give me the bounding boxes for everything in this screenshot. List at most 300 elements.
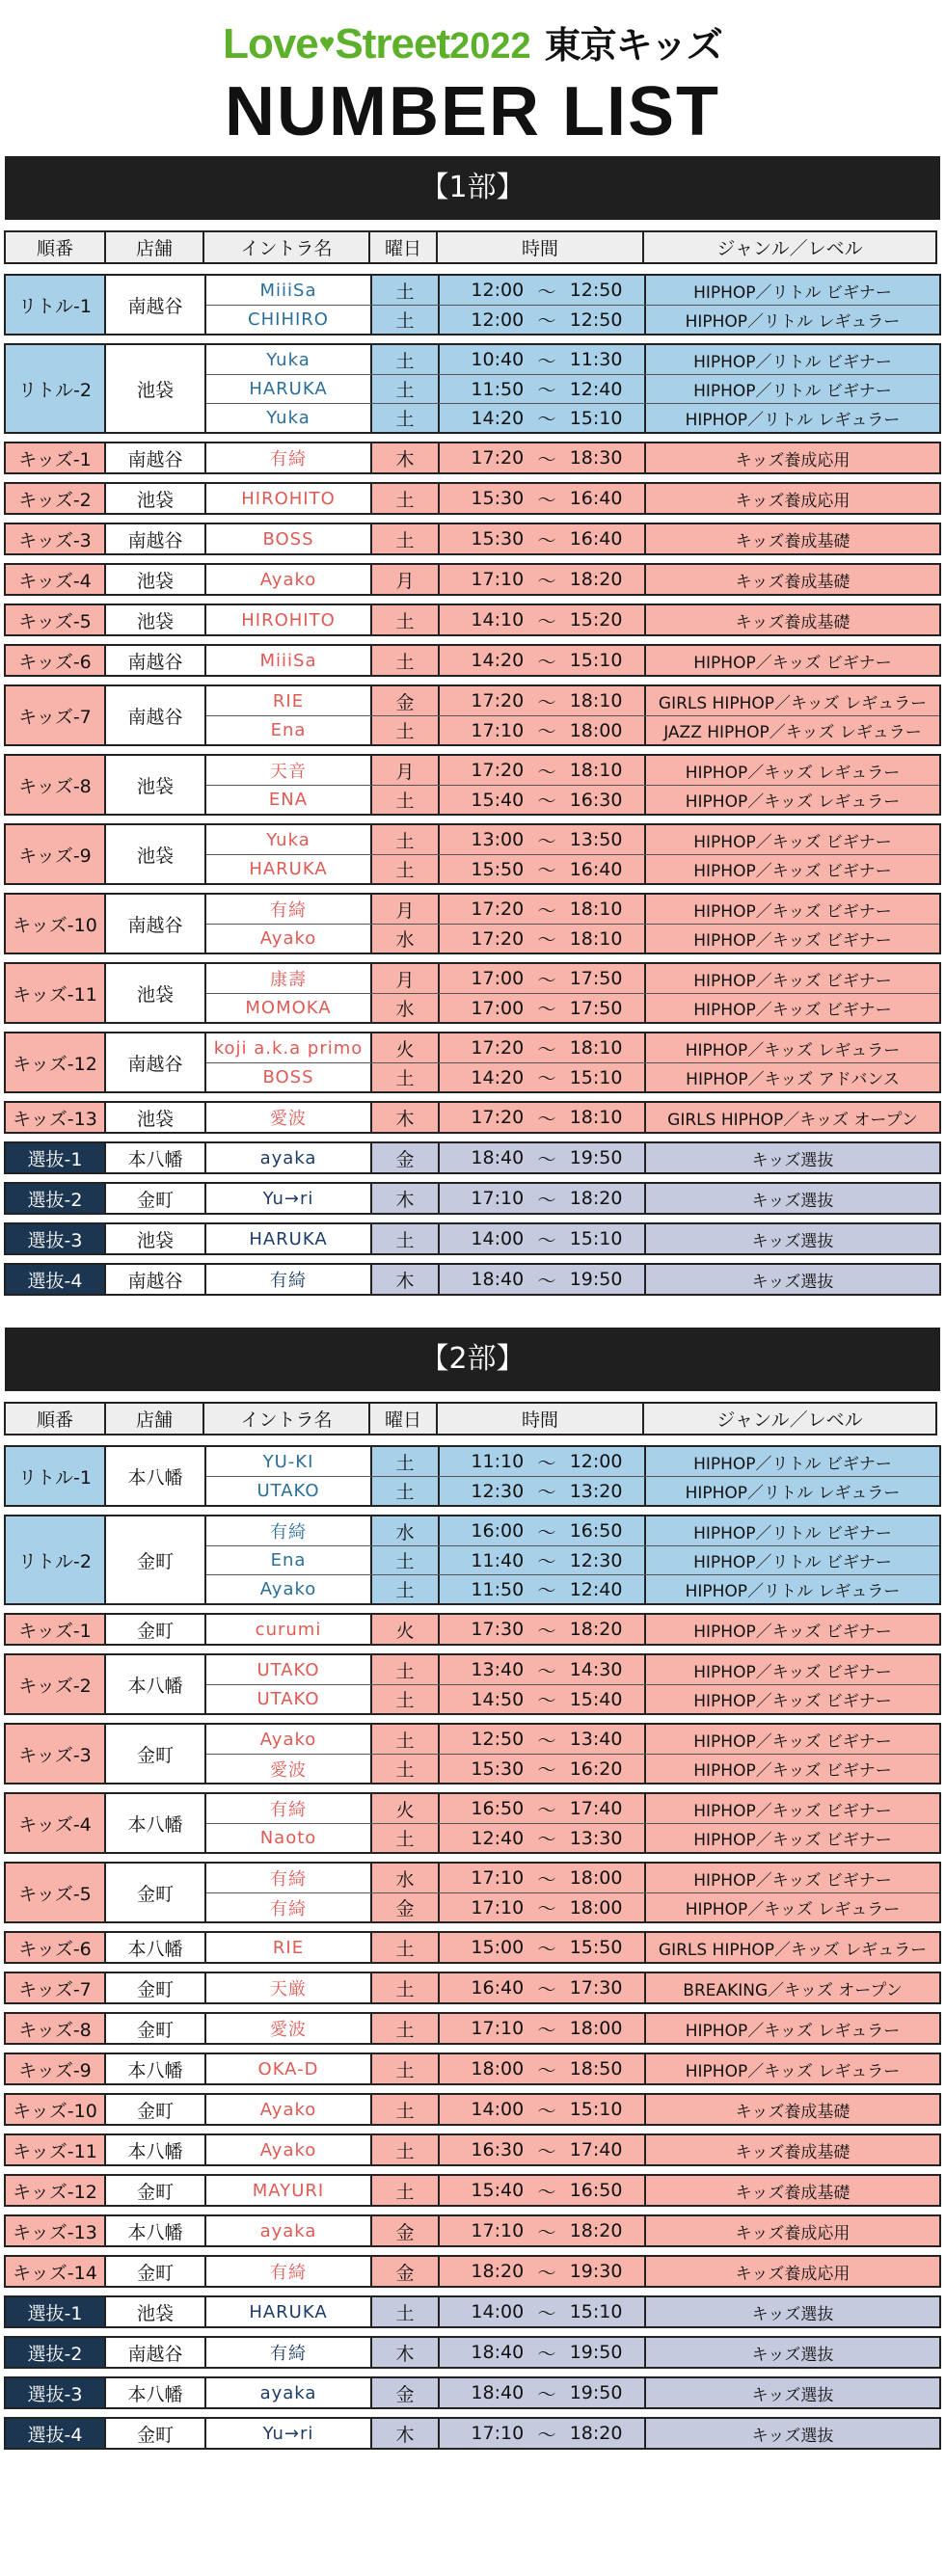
weekday: 土 <box>372 2095 440 2124</box>
weekday: 土 <box>372 1685 440 1713</box>
class-row <box>206 1033 939 1062</box>
schedule-entry <box>4 1862 941 1923</box>
class-rows <box>206 825 939 883</box>
instructor-name: Ayako <box>206 925 372 953</box>
start-time: 18:20 <box>471 2261 525 2282</box>
entry-number: キッズ-8 <box>6 2014 106 2043</box>
time-separator: 〜 <box>537 2140 556 2162</box>
weekday: 土 <box>372 484 440 513</box>
genre-level: キッズ養成応用 <box>646 2257 939 2286</box>
class-rows <box>206 1794 939 1852</box>
start-time: 14:00 <box>471 2301 525 2322</box>
weekday: 土 <box>372 716 440 744</box>
time-range <box>440 2014 646 2043</box>
genre-level: HIPHOP／キッズ レギュラー <box>646 1033 939 1062</box>
class-row <box>206 1615 939 1644</box>
time-separator: 〜 <box>537 1759 556 1781</box>
instructor-name: Ena <box>206 1546 372 1574</box>
class-row <box>206 686 939 715</box>
class-row <box>206 895 939 924</box>
schedule-entry <box>4 1263 941 1296</box>
studio-name: 金町 <box>106 1615 206 1644</box>
instructor-name: ayaka <box>206 1143 372 1172</box>
time-separator: 〜 <box>537 1229 556 1251</box>
genre-level: HIPHOP／キッズ レギュラー <box>646 786 939 814</box>
time-range <box>440 855 646 883</box>
time-separator: 〜 <box>537 899 556 922</box>
end-time: 16:40 <box>569 488 623 509</box>
genre-level: キッズ養成応用 <box>646 484 939 513</box>
entry-number: 選抜-4 <box>6 1265 106 1294</box>
schedule-entry <box>4 2417 941 2450</box>
start-time: 18:40 <box>471 2382 525 2403</box>
studio-name: 本八幡 <box>106 1655 206 1713</box>
genre-level: HIPHOP／キッズ ビギナー <box>646 1685 939 1713</box>
genre-level: HIPHOP／キッズ ビギナー <box>646 1655 939 1684</box>
schedule-entry <box>4 1792 941 1854</box>
class-rows <box>206 443 939 472</box>
end-time: 16:20 <box>569 1758 623 1780</box>
time-range <box>440 2135 646 2164</box>
class-row <box>206 2338 939 2367</box>
genre-level: HIPHOP／キッズ レギュラー <box>646 2054 939 2083</box>
entry-number: キッズ-6 <box>6 646 106 675</box>
weekday: 土 <box>372 1477 440 1505</box>
schedule-entry <box>4 1222 941 1255</box>
entry-number: キッズ-1 <box>6 1615 106 1644</box>
genre-level: キッズ養成基礎 <box>646 524 939 553</box>
class-row <box>206 2176 939 2205</box>
genre-level: HIPHOP／リトル ビギナー <box>646 375 939 403</box>
weekday: 水 <box>372 994 440 1022</box>
class-row <box>206 2054 939 2083</box>
weekday: 土 <box>372 306 440 334</box>
studio-name: 池袋 <box>106 565 206 594</box>
genre-level: キッズ選抜 <box>646 1143 939 1172</box>
instructor-name: 愛波 <box>206 2014 372 2043</box>
class-rows <box>206 2297 939 2326</box>
time-separator: 〜 <box>537 651 556 673</box>
studio-name: 南越谷 <box>106 1265 206 1294</box>
genre-level: HIPHOP／キッズ ビギナー <box>646 1725 939 1754</box>
genre-level: HIPHOP／キッズ レギュラー <box>646 756 939 785</box>
class-rows <box>206 1864 939 1921</box>
weekday: 水 <box>372 925 440 953</box>
genre-level: HIPHOP／キッズ ビギナー <box>646 1864 939 1892</box>
instructor-name: Yu→ri <box>206 2419 372 2448</box>
studio-name: 本八幡 <box>106 2378 206 2407</box>
page-header <box>0 0 945 149</box>
time-range <box>440 1265 646 1294</box>
start-time: 14:10 <box>471 609 525 631</box>
time-separator: 〜 <box>537 1978 556 2000</box>
genre-level: HIPHOP／キッズ ビギナー <box>646 994 939 1022</box>
instructor-name: 天厳 <box>206 1973 372 2002</box>
studio-name: 池袋 <box>106 756 206 814</box>
class-rows <box>206 1516 939 1603</box>
instructor-name: UTAKO <box>206 1685 372 1713</box>
schedule-entry <box>4 1445 941 1507</box>
end-time: 18:10 <box>569 690 623 711</box>
column-header-genre: ジャンル／レベル <box>642 1402 937 1436</box>
entry-number: キッズ-3 <box>6 524 106 553</box>
schedule-entry <box>4 563 941 596</box>
instructor-name: ayaka <box>206 2216 372 2245</box>
class-row <box>206 2014 939 2043</box>
start-time: 14:20 <box>471 407 525 429</box>
time-separator: 〜 <box>537 1799 556 1821</box>
start-time: 17:10 <box>471 1896 525 1919</box>
column-header-time: 時間 <box>436 230 644 264</box>
studio-name: 池袋 <box>106 964 206 1022</box>
instructor-name: ENA <box>206 786 372 814</box>
start-time: 14:00 <box>471 2099 525 2120</box>
end-time: 18:00 <box>569 1867 623 1889</box>
class-row <box>206 924 939 953</box>
class-row <box>206 1545 939 1574</box>
time-range <box>440 484 646 513</box>
end-time: 16:40 <box>569 858 623 880</box>
column-header-order: 順番 <box>4 1402 106 1436</box>
class-row <box>206 1103 939 1132</box>
instructor-name: Yuka <box>206 825 372 854</box>
class-rows <box>206 565 939 594</box>
start-time: 11:40 <box>471 1549 525 1571</box>
class-row <box>206 1794 939 1823</box>
start-time: 12:40 <box>471 1827 525 1849</box>
end-time: 16:50 <box>569 1520 623 1542</box>
schedule-entry <box>4 1101 941 1134</box>
brand-region: 東京キッズ <box>544 26 722 67</box>
weekday: 金 <box>372 2216 440 2245</box>
weekday: 土 <box>372 404 440 432</box>
instructor-name: BOSS <box>206 1063 372 1091</box>
schedule-entry <box>4 523 941 555</box>
end-time: 12:30 <box>569 1549 623 1571</box>
start-time: 17:10 <box>471 569 525 590</box>
instructor-name: MiiiSa <box>206 646 372 675</box>
start-time: 17:20 <box>471 927 525 950</box>
class-rows <box>206 895 939 953</box>
start-time: 16:30 <box>471 2139 525 2160</box>
start-time: 18:40 <box>471 1147 525 1168</box>
end-time: 16:30 <box>569 789 623 811</box>
time-separator: 〜 <box>537 999 556 1020</box>
genre-level: GIRLS HIPHOP／キッズ オープン <box>646 1103 939 1132</box>
genre-level: HIPHOP／キッズ ビギナー <box>646 855 939 883</box>
entry-number: キッズ-2 <box>6 1655 106 1713</box>
page-title: NUMBER LIST <box>225 73 720 150</box>
weekday: 土 <box>372 1447 440 1476</box>
instructor-name: Yuka <box>206 404 372 432</box>
time-separator: 〜 <box>537 1482 556 1503</box>
time-range <box>440 686 646 715</box>
instructor-name: Ayako <box>206 1575 372 1603</box>
instructor-name: 有綺 <box>206 1794 372 1823</box>
class-rows <box>206 2378 939 2407</box>
entry-number: キッズ-10 <box>6 895 106 953</box>
class-rows <box>206 2257 939 2286</box>
schedule-entry <box>4 274 941 335</box>
end-time: 19:30 <box>569 2261 623 2282</box>
entry-number: キッズ-11 <box>6 2135 106 2164</box>
weekday: 土 <box>372 2054 440 2083</box>
studio-name: 池袋 <box>106 825 206 883</box>
part-banner: 【1部】 <box>5 156 940 220</box>
studio-name: 金町 <box>106 2095 206 2124</box>
genre-level: HIPHOP／キッズ レギュラー <box>646 2014 939 2043</box>
class-row <box>206 1447 939 1476</box>
class-row <box>206 2135 939 2164</box>
end-time: 17:50 <box>569 968 623 989</box>
studio-name: 本八幡 <box>106 2054 206 2083</box>
start-time: 17:10 <box>471 1188 525 1209</box>
class-row <box>206 2095 939 2124</box>
studio-name: 池袋 <box>106 1224 206 1253</box>
start-time: 16:40 <box>471 1977 525 1999</box>
genre-level: HIPHOP／キッズ ビギナー <box>646 895 939 924</box>
class-row <box>206 756 939 785</box>
time-separator: 〜 <box>537 1730 556 1752</box>
time-separator: 〜 <box>537 1868 556 1891</box>
end-time: 18:20 <box>569 1619 623 1640</box>
end-time: 15:10 <box>569 1228 623 1249</box>
class-row <box>206 374 939 403</box>
instructor-name: HARUKA <box>206 1224 372 1253</box>
weekday: 土 <box>372 345 440 374</box>
genre-level: キッズ養成応用 <box>646 443 939 472</box>
schedule-entry <box>4 1931 941 1964</box>
class-row <box>206 1892 939 1921</box>
genre-level: HIPHOP／キッズ アドバンス <box>646 1063 939 1091</box>
time-separator: 〜 <box>537 489 556 511</box>
class-rows <box>206 1143 939 1172</box>
class-row <box>206 1265 939 1294</box>
entry-number: キッズ-13 <box>6 2216 106 2245</box>
end-time: 17:50 <box>569 997 623 1019</box>
instructor-name: 有綺 <box>206 895 372 924</box>
column-header-genre: ジャンル／レベル <box>642 230 937 264</box>
weekday: 土 <box>372 1824 440 1852</box>
instructor-name: Ayako <box>206 2135 372 2164</box>
weekday: 土 <box>372 855 440 883</box>
start-time: 17:10 <box>471 2220 525 2241</box>
end-time: 18:10 <box>569 1037 623 1059</box>
genre-level: キッズ養成基礎 <box>646 565 939 594</box>
time-range <box>440 1546 646 1574</box>
class-row <box>206 1823 939 1852</box>
weekday: 金 <box>372 686 440 715</box>
instructor-name: Ayako <box>206 565 372 594</box>
class-rows <box>206 1447 939 1505</box>
time-separator: 〜 <box>537 1829 556 1850</box>
schedule-entry <box>4 2012 941 2045</box>
time-separator: 〜 <box>537 2343 556 2365</box>
time-range <box>440 1615 646 1644</box>
time-separator: 〜 <box>537 1690 556 1711</box>
brand-street: Street <box>335 20 450 67</box>
class-row <box>206 484 939 513</box>
end-time: 13:30 <box>569 1827 623 1849</box>
instructor-name: HIROHITO <box>206 605 372 634</box>
time-separator: 〜 <box>537 281 556 303</box>
entry-number: キッズ-14 <box>6 2257 106 2286</box>
class-row <box>206 715 939 744</box>
schedule-entry <box>4 1515 941 1605</box>
time-range <box>440 1824 646 1852</box>
schedule-entry <box>4 1613 941 1646</box>
class-rows <box>206 276 939 334</box>
start-time: 17:00 <box>471 968 525 989</box>
start-time: 17:20 <box>471 760 525 781</box>
schedule-entry <box>4 343 941 434</box>
time-separator: 〜 <box>537 350 556 372</box>
entry-number: キッズ-6 <box>6 1933 106 1962</box>
time-range <box>440 2338 646 2367</box>
weekday: 土 <box>372 1575 440 1603</box>
class-rows <box>206 2338 939 2367</box>
weekday: 木 <box>372 2338 440 2367</box>
genre-level: キッズ選抜 <box>646 1265 939 1294</box>
start-time: 15:50 <box>471 858 525 880</box>
brand-year: 2022 <box>449 26 531 67</box>
studio-name: 金町 <box>106 1864 206 1921</box>
class-row <box>206 345 939 374</box>
schedule-entry <box>4 684 941 746</box>
weekday: 水 <box>372 1516 440 1545</box>
time-range <box>440 1224 646 1253</box>
schedule-entry <box>4 754 941 816</box>
genre-level: HIPHOP／リトル レギュラー <box>646 306 939 334</box>
end-time: 18:10 <box>569 760 623 781</box>
time-separator: 〜 <box>537 2221 556 2243</box>
class-row <box>206 2378 939 2407</box>
schedule-entry <box>4 2053 941 2085</box>
instructor-name: ayaka <box>206 2378 372 2407</box>
genre-level: HIPHOP／キッズ ビギナー <box>646 925 939 953</box>
start-time: 15:40 <box>471 789 525 811</box>
genre-level: キッズ養成基礎 <box>646 605 939 634</box>
start-time: 17:10 <box>471 719 525 741</box>
genre-level: HIPHOP／リトル ビギナー <box>646 276 939 305</box>
time-separator: 〜 <box>537 1551 556 1572</box>
start-time: 15:30 <box>471 1758 525 1780</box>
class-rows <box>206 1224 939 1253</box>
class-rows <box>206 1265 939 1294</box>
studio-name: 池袋 <box>106 605 206 634</box>
end-time: 12:50 <box>569 280 623 301</box>
weekday: 火 <box>372 1615 440 1644</box>
instructor-name: MOMOKA <box>206 994 372 1022</box>
genre-level: BREAKING／キッズ オープン <box>646 1973 939 2002</box>
genre-level: HIPHOP／キッズ ビギナー <box>646 1824 939 1852</box>
genre-level: GIRLS HIPHOP／キッズ レギュラー <box>646 1933 939 1962</box>
time-separator: 〜 <box>537 1038 556 1060</box>
class-rows <box>206 1655 939 1713</box>
column-header-shop: 店舗 <box>104 1402 204 1436</box>
weekday: 木 <box>372 2419 440 2448</box>
studio-name: 南越谷 <box>106 686 206 744</box>
instructor-name: koji a.k.a primo <box>206 1033 372 1062</box>
schedule-entry <box>4 2255 941 2288</box>
part-1-section <box>0 156 945 1296</box>
time-separator: 〜 <box>537 860 556 881</box>
studio-name: 金町 <box>106 1516 206 1603</box>
end-time: 18:20 <box>569 2220 623 2241</box>
genre-level: HIPHOP／リトル レギュラー <box>646 1575 939 1603</box>
schedule-entry <box>4 2093 941 2126</box>
time-separator: 〜 <box>537 1620 556 1642</box>
start-time: 14:20 <box>471 1066 525 1088</box>
column-header-row <box>4 1402 941 1436</box>
instructor-name: UTAKO <box>206 1655 372 1684</box>
genre-level: HIPHOP／リトル ビギナー <box>646 1546 939 1574</box>
class-rows <box>206 484 939 513</box>
time-separator: 〜 <box>537 1189 556 1211</box>
time-separator: 〜 <box>537 2262 556 2284</box>
column-header-day: 曜日 <box>368 230 438 264</box>
studio-name: 南越谷 <box>106 895 206 953</box>
entry-number: 選抜-4 <box>6 2419 106 2448</box>
time-range <box>440 1033 646 1062</box>
weekday: 土 <box>372 786 440 814</box>
instructor-name: 有綺 <box>206 1893 372 1921</box>
time-range <box>440 404 646 432</box>
time-separator: 〜 <box>537 610 556 632</box>
start-time: 15:30 <box>471 488 525 509</box>
time-range <box>440 1864 646 1892</box>
schedule-entry <box>4 2295 941 2328</box>
schedule-entry <box>4 442 941 474</box>
genre-level: キッズ養成基礎 <box>646 2135 939 2164</box>
entry-number: キッズ-10 <box>6 2095 106 2124</box>
class-row <box>206 1754 939 1783</box>
column-header-shop: 店舗 <box>104 230 204 264</box>
weekday: 土 <box>372 2135 440 2164</box>
class-rows <box>206 605 939 634</box>
time-separator: 〜 <box>537 1270 556 1292</box>
start-time: 12:00 <box>471 309 525 331</box>
class-row <box>206 964 939 993</box>
entry-number: リトル-1 <box>6 1447 106 1505</box>
class-rows <box>206 2176 939 2205</box>
start-time: 17:30 <box>471 1619 525 1640</box>
class-row <box>206 1684 939 1713</box>
start-time: 16:50 <box>471 1798 525 1819</box>
instructor-name: Ayako <box>206 1725 372 1754</box>
time-separator: 〜 <box>537 1452 556 1474</box>
end-time: 12:00 <box>569 1451 623 1472</box>
class-row <box>206 565 939 594</box>
end-time: 18:10 <box>569 1107 623 1128</box>
class-rows <box>206 2216 939 2245</box>
entry-number: リトル-2 <box>6 345 106 432</box>
time-range <box>440 716 646 744</box>
time-range <box>440 925 646 953</box>
time-range <box>440 2378 646 2407</box>
weekday: 水 <box>372 1864 440 1892</box>
instructor-name: 有綺 <box>206 2338 372 2367</box>
entry-number: キッズ-7 <box>6 1973 106 2002</box>
instructor-name: 有綺 <box>206 1516 372 1545</box>
class-rows <box>206 2135 939 2164</box>
schedule-entry <box>4 2174 941 2207</box>
instructor-name: 康壽 <box>206 964 372 993</box>
time-range <box>440 1933 646 1962</box>
genre-level: キッズ選抜 <box>646 2378 939 2407</box>
weekday: 火 <box>372 1794 440 1823</box>
class-row <box>206 403 939 432</box>
